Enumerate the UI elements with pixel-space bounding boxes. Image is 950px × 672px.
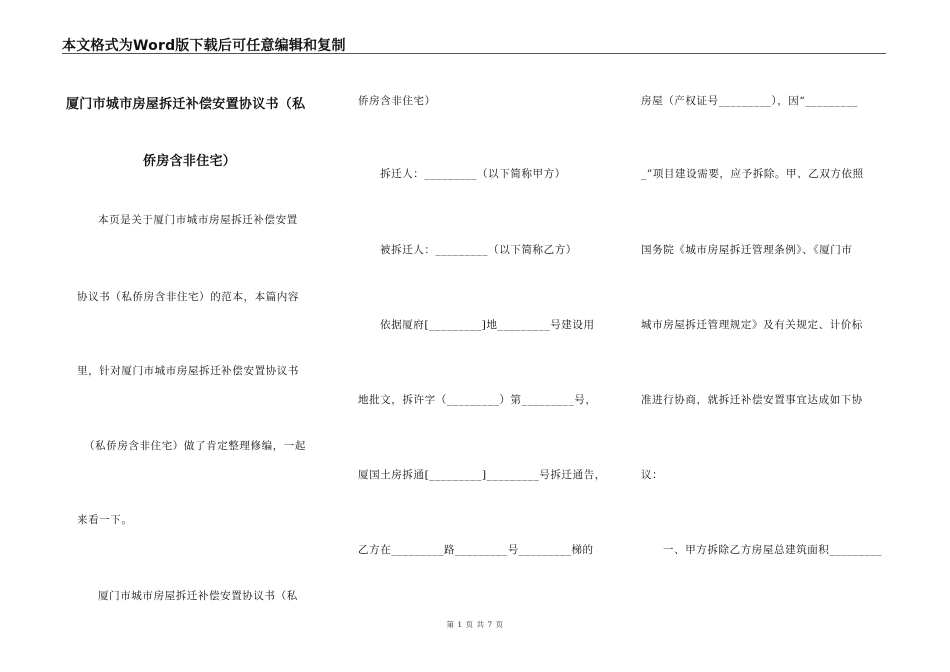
paragraph-line: 地批文，拆许字（_________）第_________号， bbox=[358, 394, 597, 406]
paragraph-line: 厦国土房拆通[_________]_________号拆迁通告， bbox=[358, 469, 606, 481]
paragraph-line: 协议书（私侨房含非住宅）的范本，本篇内容 bbox=[77, 291, 299, 303]
paragraph-line: 乙方在_________路_________号_________梯的 bbox=[358, 544, 594, 556]
paragraph-line: 议： bbox=[641, 469, 664, 481]
paragraph-line: 城市房屋拆迁管理规定》及有关规定、计价标 bbox=[641, 319, 863, 331]
paragraph-line: 国务院《城市房屋拆迁管理条例》、《厦门市 bbox=[641, 244, 853, 256]
document-title-line-2: 侨房含非住宅） bbox=[143, 154, 237, 169]
paragraph-line: 一、甲方拆除乙方房屋总建筑面积_________ bbox=[663, 544, 883, 556]
paragraph-line: 房屋（产权证号_________），因“_________ bbox=[641, 95, 859, 107]
page-number: 第 1 页 共 7 页 bbox=[446, 620, 504, 629]
paragraph-line: 本页是关于厦门市城市房屋拆迁补偿安置 bbox=[98, 214, 298, 226]
paragraph-line: _”项目建设需要，应予拆除。甲、乙双方依照 bbox=[641, 168, 864, 180]
paragraph-line: 来看一下。 bbox=[77, 514, 133, 526]
paragraph-line: 侨房含非住宅） bbox=[358, 95, 436, 107]
paragraph-line: 里，针对厦门市城市房屋拆迁补偿安置协议书 bbox=[77, 365, 299, 377]
paragraph-line: 被拆迁人：_________（以下简称乙方） bbox=[380, 244, 577, 256]
header-text: 本文格式为Word版下载后可任意编辑和复制 bbox=[62, 38, 346, 54]
paragraph-line: 准进行协商，就拆迁补偿安置事宜达成如下协 bbox=[641, 394, 863, 406]
paragraph-line: （私侨房含非住宅）做了肯定整理修编，一起 bbox=[84, 440, 306, 452]
paragraph-line: 依据厦府[_________]地_________号建设用 bbox=[380, 319, 595, 331]
document-title-line-1: 厦门市城市房屋拆迁补偿安置协议书（私 bbox=[66, 97, 306, 112]
paragraph-line: 厦门市城市房屋拆迁补偿安置协议书（私 bbox=[98, 590, 298, 602]
paragraph-line: 拆迁人：_________（以下简称甲方） bbox=[380, 168, 566, 180]
document-header bbox=[62, 36, 886, 54]
